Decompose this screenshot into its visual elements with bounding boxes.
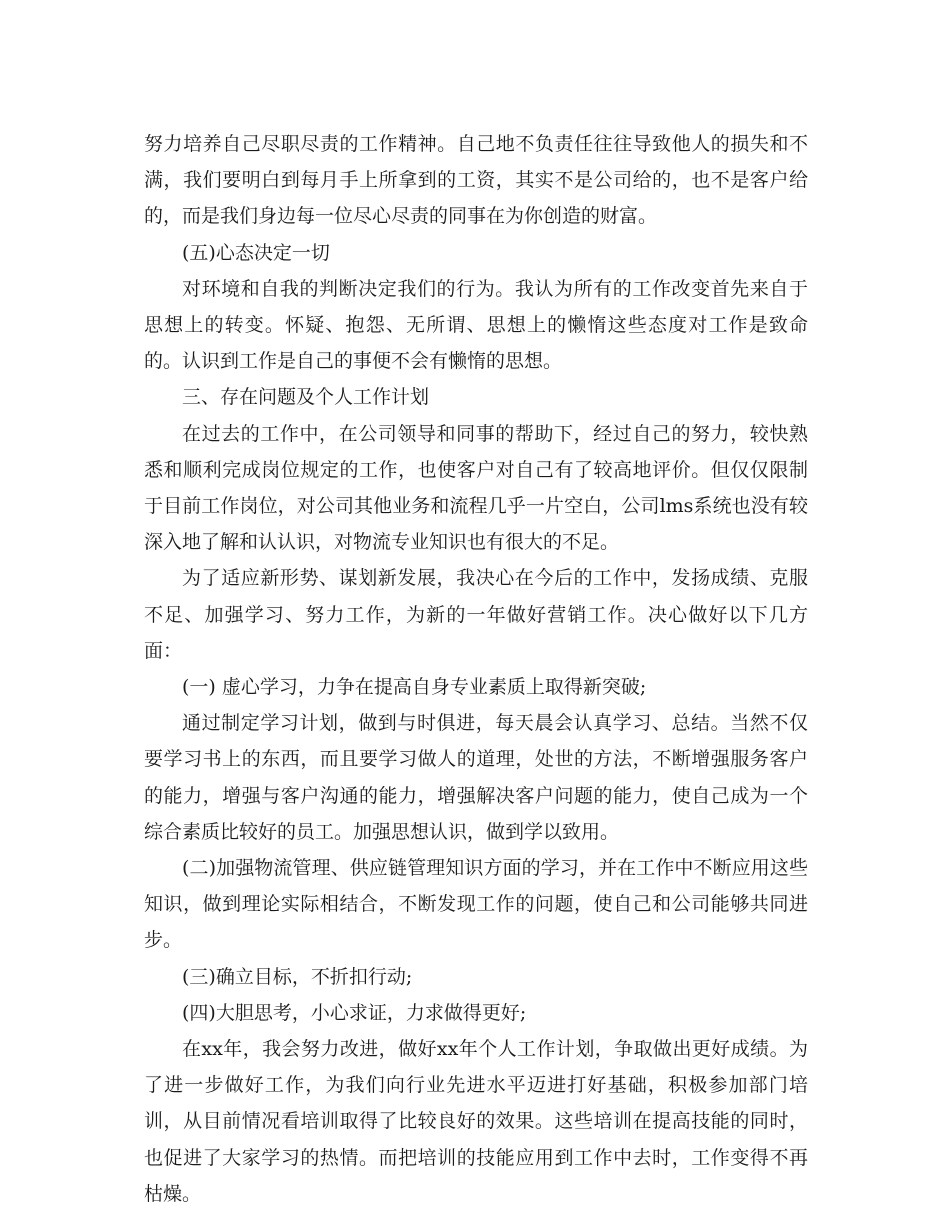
paragraph-logistics-study: (二)加强物流管理、供应链管理知识方面的学习，并在工作中不断应用这些知识，做到理论实际相结合，不断发现工作的问题，使自己和公司能够共同进步。 [144,857,808,952]
heading-learning: (一) 虚心学习，力争在提高自身专业素质上取得新突破; [182,676,647,699]
paragraph-duty-spirit: 努力培养自己尽职尽责的工作精神。自己地不负责任往往导致他人的损失和不满，我们要明白到每月手上所拿到的工资，其实不是公司给的，也不是客户给的，而是我们身边每一位尽心尽责的同事在为你创造的财富。 [144,133,808,228]
heading-problems-and-plan: 三、存在问题及个人工作计划 [182,386,430,409]
paragraph-bold-thinking: (四)大胆思考，小心求证，力求做得更好; [182,1001,527,1024]
heading-mindset: (五)心态决定一切 [182,241,330,264]
paragraph-resolution: 为了适应新形势、谋划新发展，我决心在今后的工作中，发扬成绩、克服不足、加强学习、努力工作，为新的一年做好营销工作。决心做好以下几方面： [144,567,808,662]
paragraph-set-goals: (三)确立目标，不折扣行动; [182,965,413,988]
paragraph-learning-plan: 通过制定学习计划，做到与时俱进，每天晨会认真学习、总结。当然不仅要学习书上的东西，而且要学习做人的道理，处世的方法，不断增强服务客户的能力，增强与客户沟通的能力，增强解决客户问题的能力，使自己成为一个综合素质比较好的员工。加强思想认识，做到学以致用。 [144,712,808,843]
paragraph-mindset: 对环境和自我的判断决定我们的行为。我认为所有的工作改变首先来自于思想上的转变。怀疑、抱怨、无所谓、思想上的懒惰这些态度对工作是致命的。认识到工作是自己的事便不会有懒惰的思想。 [144,277,808,373]
document-body [144,126,808,1212]
paragraph-yearly-plan: 在xx年，我会努力改进，做好xx年个人工作计划，争取做出更好成绩。为了进一步做好工作，为我们向行业先进水平迈进打好基础，积极参加部门培训，从目前情况看培训取得了比较良好的效果。这些培训在提高技能的同时，也促进了大家学习的热情。而把培训的技能应用到工作中去时，工作变得不再枯燥。 [144,1038,808,1205]
paragraph-past-work: 在过去的工作中，在公司领导和同事的帮助下，经过自己的努力，较快熟悉和顺利完成岗位规定的工作，也使客户对自己有了较高地评价。但仅仅限制于目前工作岗位，对公司其他业务和流程几乎一片空白，公司lms系统也没有较深入地了解和认认识，对物流专业知识也有很大的不足。 [144,422,808,554]
